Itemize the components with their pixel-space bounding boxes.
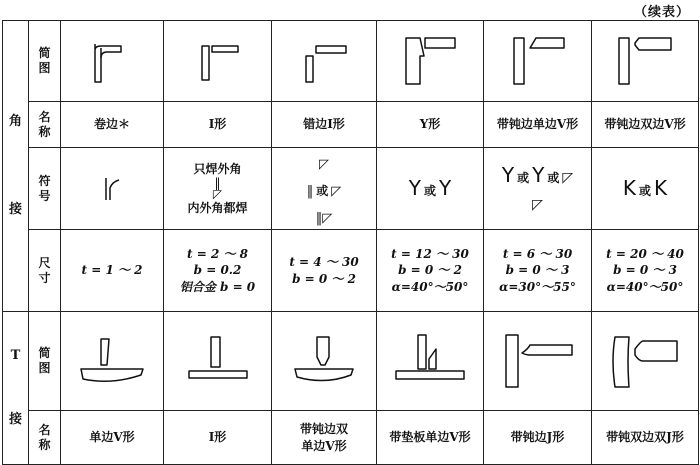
flanged-edge-sketch xyxy=(87,36,137,86)
corner-symbol-6: K 或 K xyxy=(592,148,699,230)
tee-name-6: 带钝双边双J形 xyxy=(592,411,699,465)
tee-name-2: I形 xyxy=(164,411,272,465)
single-bevel-corner-sketch xyxy=(506,34,570,88)
weld-joint-table xyxy=(2,20,699,465)
corner-symbol-5: Y 或 Y 或 ◸ ◸ xyxy=(484,148,592,230)
corner-sketch-label: 简 图 xyxy=(29,21,61,102)
corner-sketch-5 xyxy=(484,21,592,102)
tee-name-4: 带垫板单边V形 xyxy=(377,411,484,465)
corner-sketch-4 xyxy=(377,21,484,102)
flanged-weld-symbol xyxy=(97,174,127,204)
corner-size-6: t = 20 ～ 40 b = 0 ～ 3 α=40°～50° xyxy=(592,230,699,312)
corner-sketch-6 xyxy=(592,21,699,102)
corner-name-2: I形 xyxy=(164,102,272,148)
bevel-symbol-a: Y xyxy=(501,162,515,187)
tee-sketch-2 xyxy=(164,312,272,411)
tee-sketch-5 xyxy=(484,312,592,411)
bevel-symbol-c: ◸ ◸ xyxy=(532,169,574,213)
corner-symbol-2 xyxy=(164,148,272,230)
i-corner-sketch xyxy=(188,36,248,86)
corner-symbol-label: 符 号 xyxy=(29,148,61,230)
offset-i-symbol-a: ◸ ‖ xyxy=(306,157,329,199)
corner-symbol-1 xyxy=(61,148,164,230)
corner-name-6: 带钝边双边V形 xyxy=(592,102,699,148)
tee-sketch-6 xyxy=(592,312,699,411)
corner-size-5: t = 6 ～ 30 b = 0 ～ 3 α=30°～55° xyxy=(484,230,592,312)
i-weld-symbol: ‖ xyxy=(214,176,221,191)
i-tee-sketch xyxy=(183,331,253,391)
y-weld-symbol-b: Y xyxy=(439,176,452,200)
tee-group-char2: 接 xyxy=(8,412,22,427)
double-bevel-symbol-b: K xyxy=(654,176,668,200)
corner-size-3: t = 4 ～ 30 b = 0 ～ 2 xyxy=(272,230,377,312)
corner-group-char2: 接 xyxy=(8,202,22,217)
bevel-symbol-b: Y xyxy=(532,162,545,187)
continued-label: （续表） xyxy=(633,5,690,20)
corner-name-label: 名 称 xyxy=(29,102,61,148)
fillet-weld-symbol: ◸ xyxy=(212,187,223,202)
corner-size-4: t = 12 ～ 30 b = 0 ～ 2 α=40°～50° xyxy=(377,230,484,312)
tee-name-3: 带钝边双 单边V形 xyxy=(272,411,377,465)
tee-joint-group xyxy=(3,312,29,465)
corner-group-char1: 角 xyxy=(8,114,22,130)
corner-joint-group xyxy=(3,21,29,312)
tee-sketch-label: 简 图 xyxy=(29,312,61,411)
corner-sketch-2 xyxy=(164,21,272,102)
single-j-tee-sketch xyxy=(500,331,576,391)
offset-i-corner-sketch xyxy=(294,36,354,86)
tee-sketch-4 xyxy=(377,312,484,411)
corner-name-3: 错边I形 xyxy=(272,102,377,148)
double-bevel-symbol-a: K xyxy=(622,176,636,200)
double-v-tee-sketch xyxy=(289,331,359,391)
tee-name-5: 带钝边J形 xyxy=(484,411,592,465)
tee-name-1: 单边V形 xyxy=(61,411,164,465)
corner-size-label: 尺 寸 xyxy=(29,230,61,312)
corner-size-2: t = 2 ～ 8 b = 0.2 铝合金 b = 0 xyxy=(164,230,272,312)
tee-group-char1: T xyxy=(10,348,21,364)
y-weld-symbol-a: Y xyxy=(408,176,421,200)
corner-symbol-3: ◸ ‖ 或 ◸ ‖◸ xyxy=(272,148,377,230)
corner-symbol-4: Y 或 Y xyxy=(377,148,484,230)
offset-i-symbol-b: ◸ ‖◸ xyxy=(315,184,342,226)
single-v-tee-sketch xyxy=(77,331,147,391)
y-corner-sketch xyxy=(398,34,462,88)
symbol-outside-label: 只焊外角 xyxy=(193,161,242,176)
double-bevel-corner-sketch xyxy=(613,34,677,88)
symbol-inside-outside-label: 内外角都焊 xyxy=(187,200,248,215)
corner-name-1: 卷边＊ xyxy=(61,102,164,148)
tee-name-label: 名 称 xyxy=(29,411,61,465)
corner-sketch-3 xyxy=(272,21,377,102)
backing-strip-tee-sketch xyxy=(392,331,468,391)
tee-sketch-1 xyxy=(61,312,164,411)
tee-sketch-3 xyxy=(272,312,377,411)
corner-name-5: 带钝边单边V形 xyxy=(484,102,592,148)
corner-size-1: t = 1 ～ 2 xyxy=(61,230,164,312)
corner-sketch-1 xyxy=(61,21,164,102)
corner-name-4: Y形 xyxy=(377,102,484,148)
double-j-tee-sketch xyxy=(607,331,683,391)
